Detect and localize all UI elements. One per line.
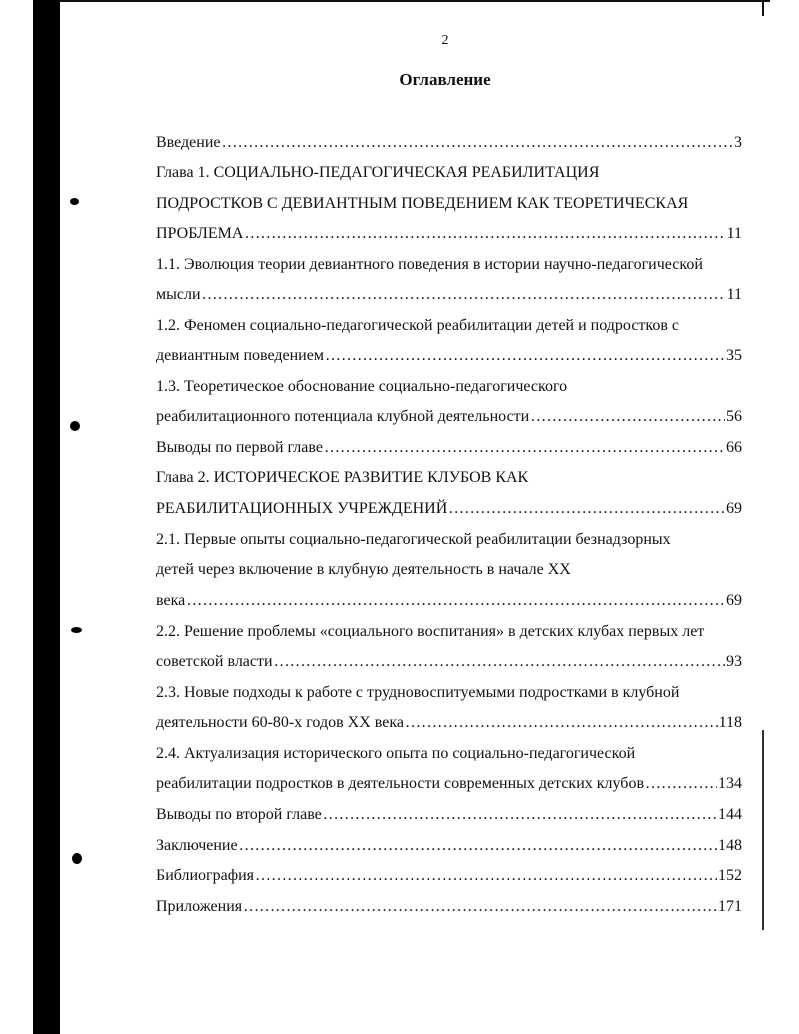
toc-page-number: 35 — [726, 347, 742, 364]
toc-page-number: 134 — [718, 775, 742, 792]
toc-page-number: 3 — [734, 134, 742, 151]
toc-entry-section-2-2: 2.2. Решение проблемы «социального воспитания» в детских клубах первых лет — [156, 623, 705, 640]
toc-entry-conclusions-2 — [156, 804, 742, 826]
toc-entry-section-1-1: 1.1. Эволюция теории девиантного поведения в истории научно-педагогической — [156, 256, 703, 273]
toc-entry-chapter-1-end — [156, 223, 742, 245]
page-number: 2 — [441, 33, 449, 48]
toc-page-number: 118 — [718, 714, 742, 731]
scan-right-edge — [762, 0, 764, 16]
toc-entry-text: Заключение — [156, 837, 238, 854]
dot-leader — [222, 132, 734, 154]
toc-entry-appendices — [156, 896, 742, 918]
scan-right-edge-lower — [762, 730, 764, 930]
dot-leader — [530, 406, 725, 428]
dot-leader — [202, 284, 726, 306]
toc-entry-section-2-4-end — [156, 773, 742, 795]
toc-entry-section-1-1-end — [156, 284, 742, 306]
toc-entry-section-2-3-end — [156, 712, 742, 734]
toc-entry-bibliography — [156, 865, 742, 887]
toc-page-number: 171 — [718, 898, 742, 915]
toc-page-number: 93 — [726, 653, 742, 670]
dot-leader — [243, 896, 717, 918]
toc-entry-text: Библиография — [156, 867, 254, 884]
scan-edge-shadow — [33, 0, 60, 1034]
scan-mark — [70, 421, 80, 431]
toc-page-number: 69 — [726, 592, 742, 609]
toc-entry-section-2-1-cont: детей через включение в клубную деятельность в начале XX — [156, 561, 571, 578]
toc-entry-chapter-2: Глава 2. ИСТОРИЧЕСКОЕ РАЗВИТИЕ КЛУБОВ КАК — [156, 469, 529, 486]
toc-entry-text: Выводы по второй главе — [156, 806, 322, 823]
toc-entry-section-1-2: 1.2. Феномен социально-педагогической реабилитации детей и подростков с — [156, 317, 680, 334]
page-title: Оглавление — [399, 70, 491, 89]
dot-leader — [255, 865, 717, 887]
toc-entry-section-1-2-end — [156, 345, 742, 367]
dot-leader — [645, 773, 717, 795]
toc-entry-section-2-1-end — [156, 590, 742, 612]
toc-entry-text: мысли — [156, 286, 201, 303]
scan-mark — [72, 853, 82, 864]
toc-entry-text: Выводы по первой главе — [156, 439, 323, 456]
toc-entry-text: девиантным поведением — [156, 347, 324, 364]
dot-leader — [186, 590, 725, 612]
toc-entry-introduction — [156, 132, 742, 154]
dot-leader — [323, 804, 717, 826]
toc-entry-conclusions-1 — [156, 437, 742, 459]
scan-mark — [70, 198, 79, 205]
toc-entry-text: века — [156, 592, 186, 609]
scan-mark — [71, 627, 82, 633]
toc-entry-text: ПРОБЛЕМА — [156, 225, 244, 242]
dot-leader — [448, 498, 725, 520]
toc-entry-chapter-2-end — [156, 498, 742, 520]
toc-entry-text: советской власти — [156, 653, 273, 670]
toc-page-number: 148 — [718, 837, 742, 854]
dot-leader — [244, 223, 725, 245]
toc-entry-text: Приложения — [156, 898, 243, 915]
dot-leader — [239, 835, 717, 857]
scan-top-edge — [60, 0, 770, 2]
toc-page-number: 11 — [726, 286, 742, 303]
dot-leader — [325, 345, 725, 367]
toc-page-number: 11 — [726, 225, 742, 242]
toc-entry-text: реабилитационного потенциала клубной деятельности — [156, 408, 530, 425]
toc-entry-text: Введение — [156, 134, 221, 151]
dot-leader — [274, 651, 725, 673]
toc-entry-section-2-4: 2.4. Актуализация исторического опыта по социально-педагогической — [156, 745, 636, 762]
toc-entry-section-2-2-end — [156, 651, 742, 673]
toc-page-number: 144 — [718, 806, 742, 823]
toc-entry-section-2-3: 2.3. Новые подходы к работе с трудновоспитуемыми подростками в клубной — [156, 684, 680, 701]
toc-entry-conclusion — [156, 835, 742, 857]
toc-entry-text: реабилитации подростков в деятельности современных детских клубов — [156, 775, 644, 792]
toc-page-number: 56 — [726, 408, 742, 425]
toc-entry-section-1-3-end — [156, 406, 742, 428]
toc-page-number: 69 — [726, 500, 742, 517]
toc-entry-section-1-3: 1.3. Теоретическое обоснование социально-педагогического — [156, 378, 568, 395]
dot-leader — [405, 712, 718, 734]
toc-entry-chapter-1: Глава 1. СОЦИАЛЬНО-ПЕДАГОГИЧЕСКАЯ РЕАБИЛИТАЦИЯ — [156, 164, 600, 181]
toc-entry-text: РЕАБИЛИТАЦИОННЫХ УЧРЕЖДЕНИЙ — [156, 500, 448, 517]
toc-page-number: 152 — [718, 867, 742, 884]
dot-leader — [324, 437, 725, 459]
toc-page-number: 66 — [726, 439, 742, 456]
toc-entry-text: деятельности 60-80-х годов XX века — [156, 714, 404, 731]
toc-entry-section-2-1: 2.1. Первые опыты социально-педагогической реабилитации безнадзорных — [156, 531, 671, 548]
toc-entry-chapter-1-cont: ПОДРОСТКОВ С ДЕВИАНТНЫМ ПОВЕДЕНИЕМ КАК ТЕОРЕТИЧЕСКАЯ — [156, 195, 689, 212]
